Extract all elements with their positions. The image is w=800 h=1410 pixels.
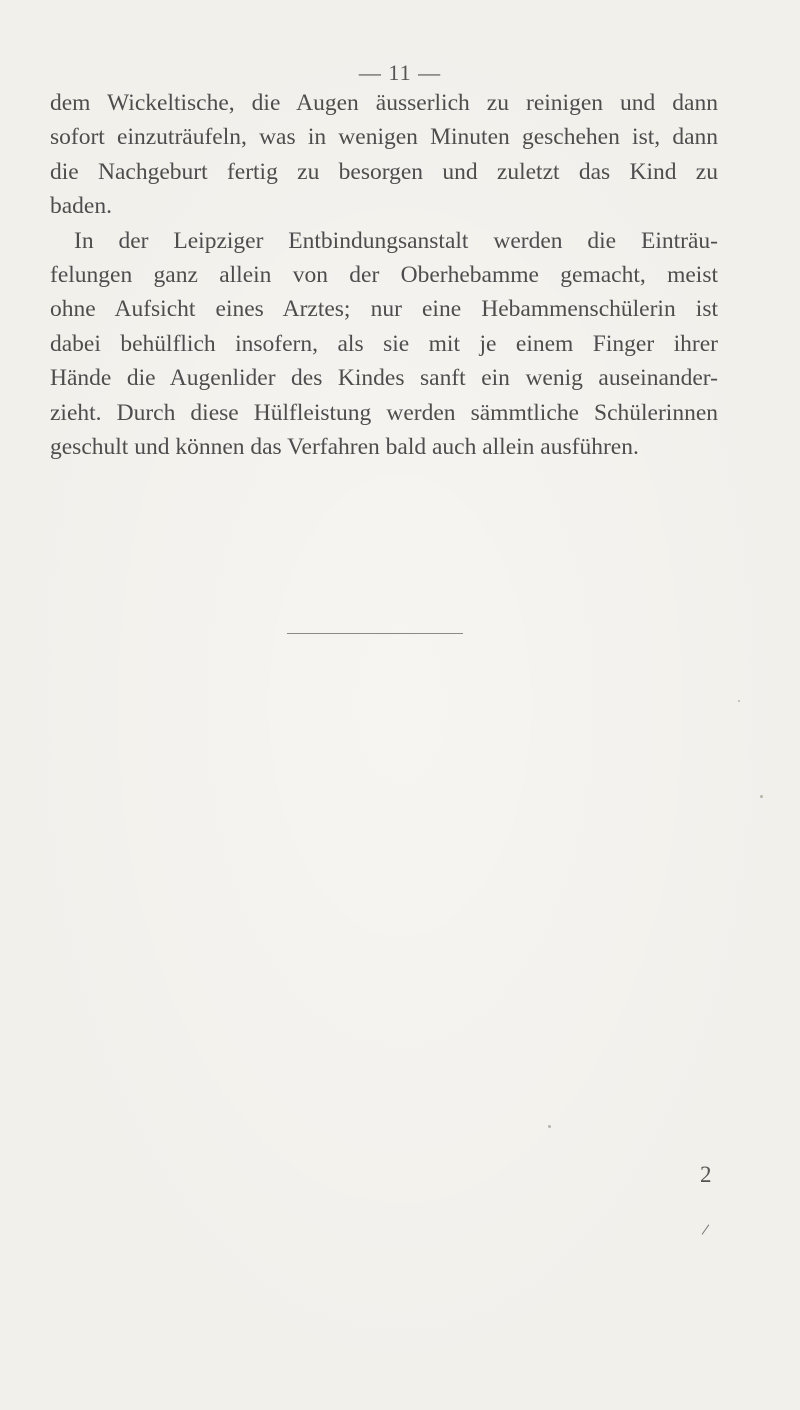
text-line: dabei behülflich insofern, als sie mit je einem Finger ihrer — [50, 330, 718, 357]
paragraph — [50, 86, 718, 224]
pencil-mark — [702, 1224, 710, 1234]
page-number-header: — 11 — — [358, 60, 442, 85]
text-line: Hände die Augenlider des Kindes sanft ein wenig auseinander- — [50, 365, 718, 392]
text-line: geschult und können das Verfahren bald auch allein ausführen. — [50, 433, 639, 460]
text-line: felungen ganz allein von der Oberhebamme gemacht, meist — [50, 261, 718, 288]
text-line: ohne Aufsicht eines Arztes; nur eine Hebammenschülerin ist — [50, 296, 718, 323]
text-line: In der Leipziger Entbindungsanstalt werden die Einträu- — [74, 227, 718, 254]
paper-speck — [760, 795, 763, 798]
text-line: dem Wickeltische, die Augen äusserlich zu reinigen und dann — [50, 90, 718, 116]
body-text — [50, 86, 718, 464]
paper-speck — [738, 700, 740, 702]
paragraph — [50, 224, 718, 465]
text-line: baden. — [50, 193, 112, 220]
text-line: zieht. Durch diese Hülfleistung werden sämmtliche Schülerinnen — [50, 399, 718, 426]
signature-mark: 2 — [700, 1162, 712, 1187]
paper-speck — [548, 1125, 551, 1128]
text-line: die Nachgeburt fertig zu besorgen und zuletzt das Kind zu — [50, 158, 718, 185]
text-line: sofort einzuträufeln, was in wenigen Minuten geschehen ist, dann — [50, 124, 718, 151]
section-divider — [287, 633, 463, 634]
